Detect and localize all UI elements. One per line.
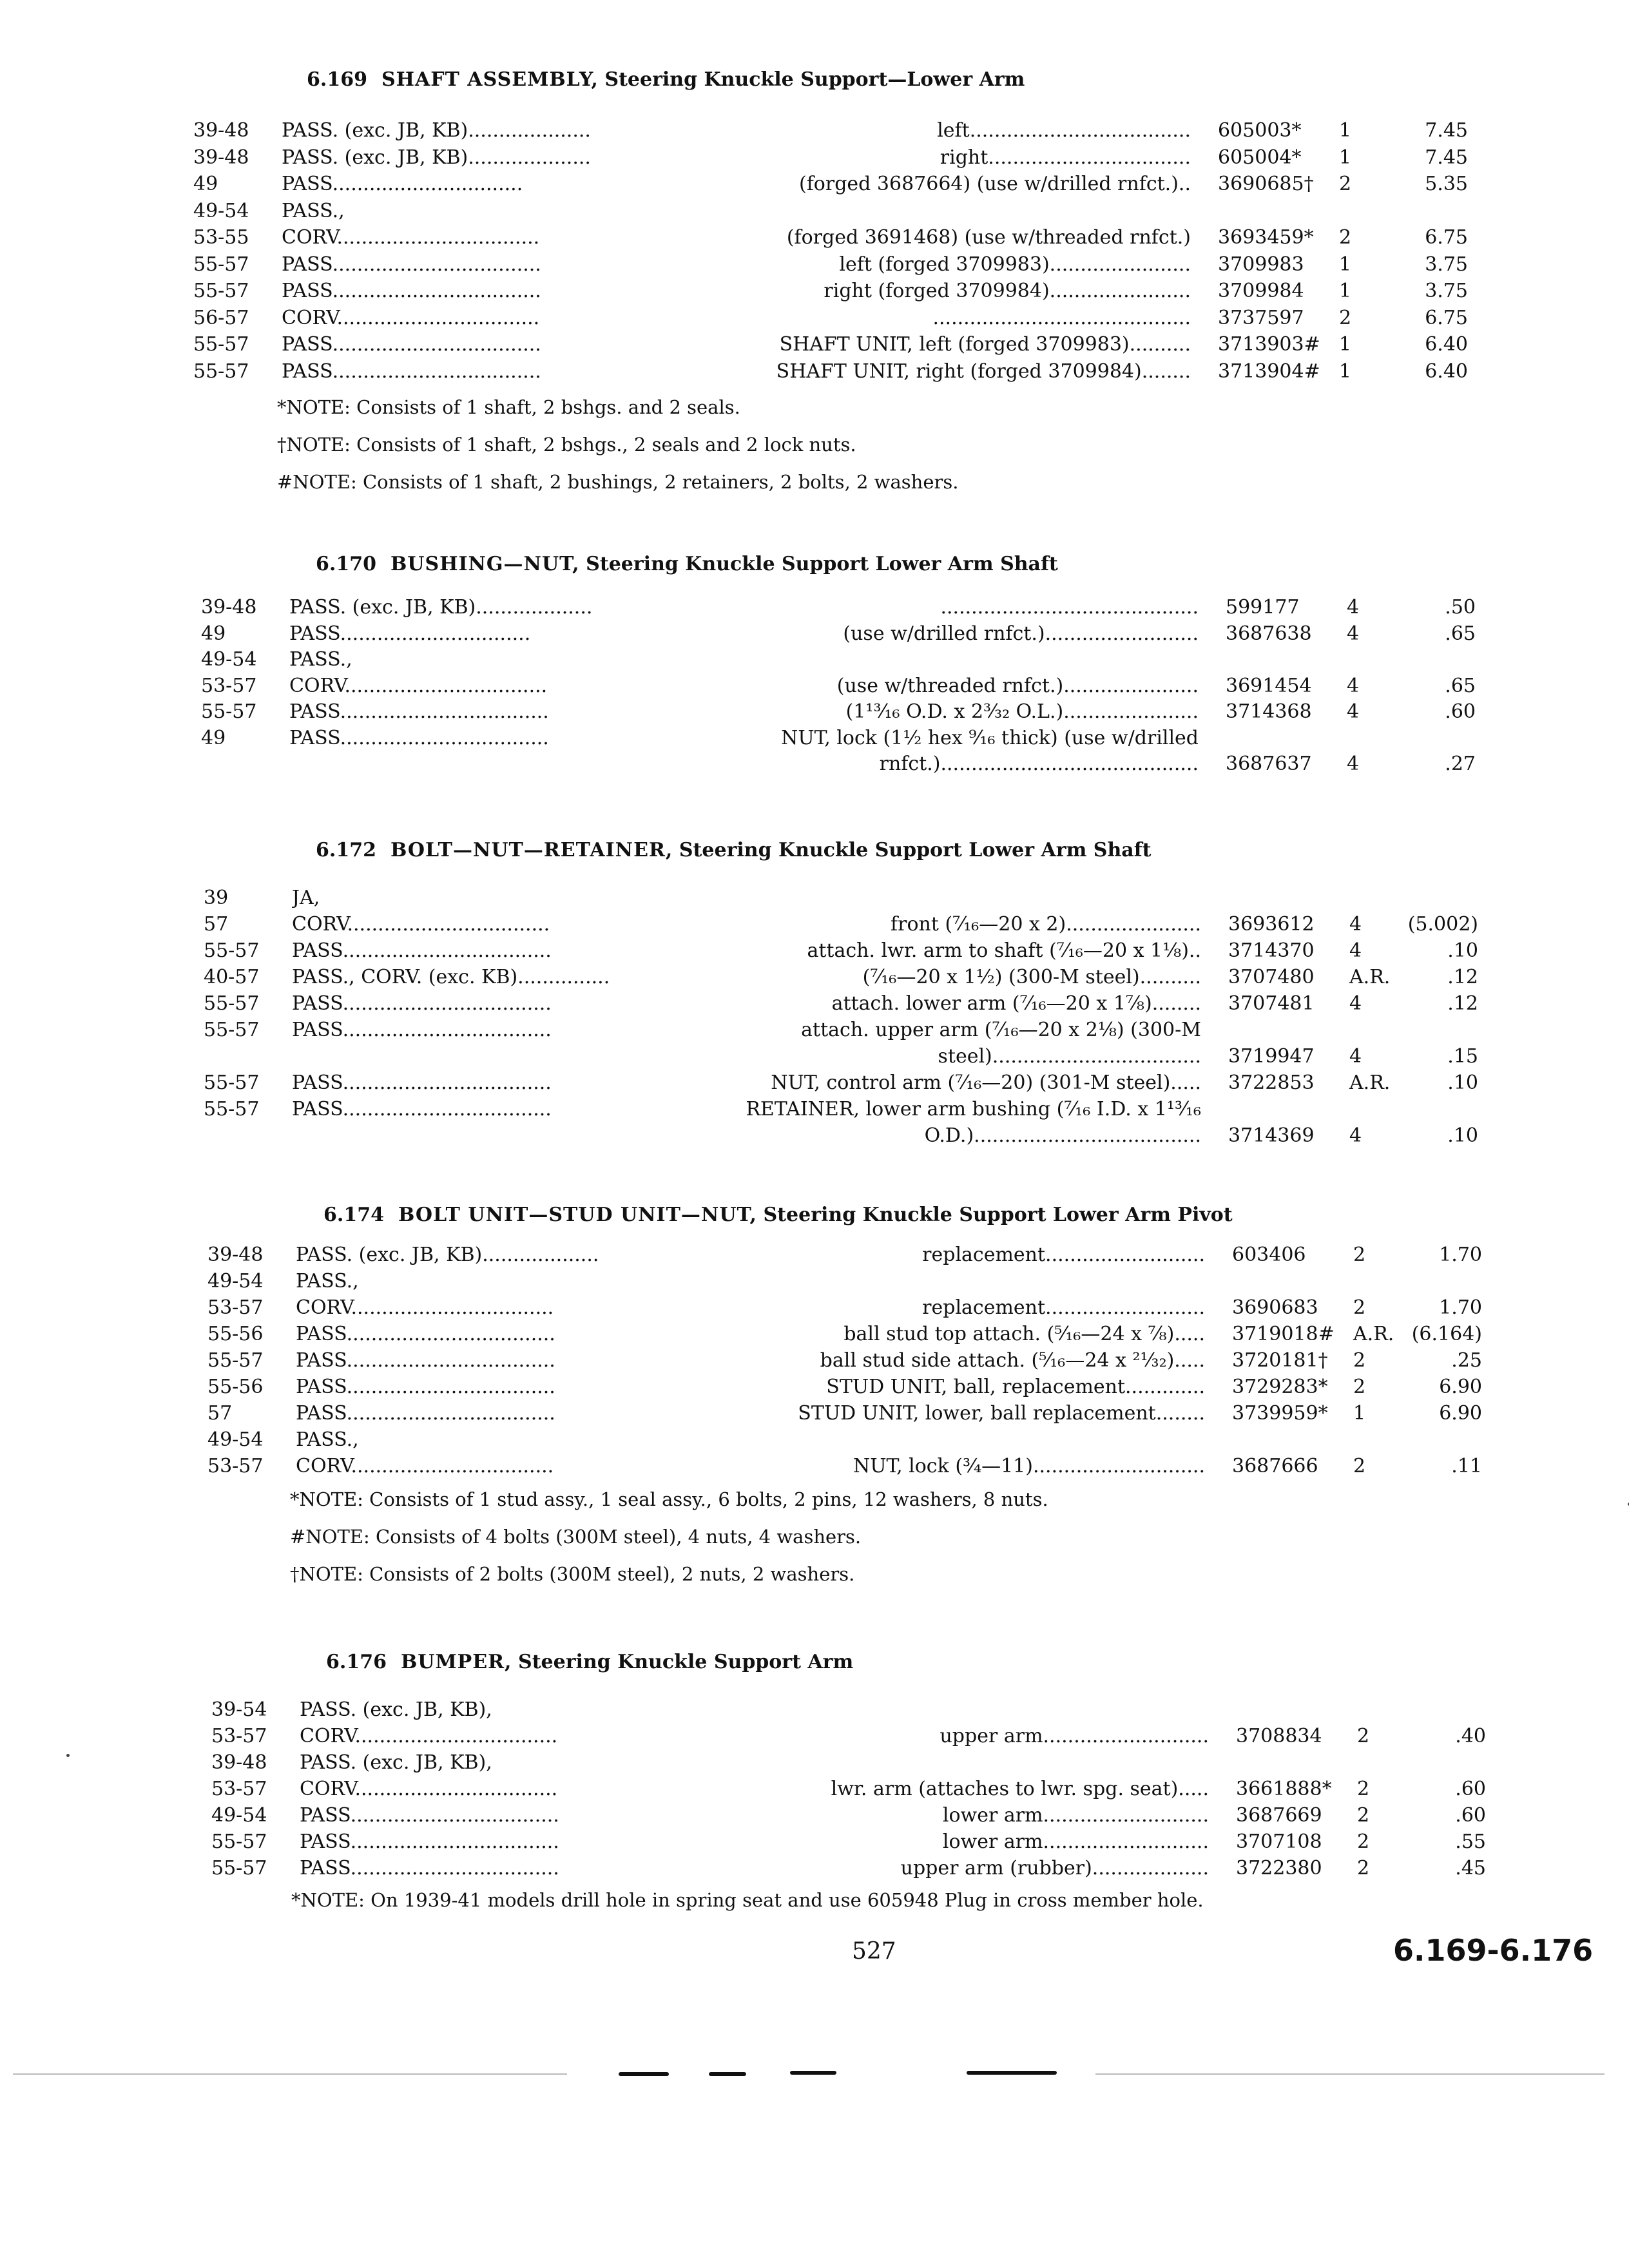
- year-range: 55-57: [193, 253, 249, 276]
- description-cell: ..........................................: [932, 307, 1191, 329]
- parts-row: [0, 913, 1629, 939]
- part-number: 3661888*: [1236, 1778, 1332, 1800]
- model-cell: PASS. (exc. JB, KB)...................: [296, 1244, 599, 1266]
- description-cell: attach. lwr. arm to shaft (⁷⁄₁₆—20 x 1⅛)..: [807, 939, 1201, 962]
- model-cell: PASS.,: [282, 200, 345, 222]
- year-range: 49-54: [201, 648, 257, 671]
- year-range: 53-57: [207, 1296, 264, 1319]
- price: .45: [1455, 1857, 1486, 1879]
- quantity: A.R.: [1349, 966, 1391, 988]
- year-range: 55-57: [211, 1857, 267, 1879]
- quantity: 1: [1339, 146, 1352, 169]
- part-number: 3714370: [1228, 939, 1315, 962]
- year-range: 55-57: [193, 360, 249, 383]
- price: .55: [1455, 1831, 1486, 1853]
- quantity: 2: [1339, 173, 1352, 195]
- quantity: 2: [1357, 1857, 1370, 1879]
- part-number: 3719947: [1228, 1045, 1315, 1068]
- model-cell: PASS..................................: [296, 1323, 555, 1345]
- quantity: 4: [1347, 700, 1360, 723]
- part-number: 3719018#: [1232, 1323, 1335, 1345]
- year-range: 55-57: [207, 1349, 264, 1372]
- model-cell: PASS.,: [296, 1270, 359, 1293]
- section-title: [326, 1651, 853, 1673]
- description-cell: O.D.).....................................: [924, 1124, 1201, 1147]
- scan-speck: [66, 1754, 70, 1757]
- model-cell: PASS..................................: [300, 1831, 559, 1853]
- year-range: 55-56: [207, 1323, 264, 1345]
- footnote: *NOTE: On 1939-41 models drill hole in spring seat and use 605948 Plug in cross member hole.: [291, 1889, 1204, 1911]
- parts-row: [0, 1804, 1629, 1830]
- scan-mark: [709, 2072, 746, 2076]
- description-cell: replacement..........................: [922, 1296, 1205, 1319]
- price: .10: [1447, 1072, 1478, 1094]
- quantity: 1: [1339, 253, 1352, 276]
- model-cell: CORV.................................: [300, 1778, 558, 1800]
- description-cell: SHAFT UNIT, left (forged 3709983)..........: [779, 333, 1191, 356]
- quantity: 4: [1347, 753, 1360, 775]
- model-cell: PASS..................................: [300, 1857, 559, 1879]
- description-cell: left (forged 3709983).......................: [839, 253, 1191, 276]
- model-cell: PASS..................................: [296, 1349, 555, 1372]
- description-cell: left....................................: [937, 119, 1191, 142]
- year-range: 55-57: [204, 1072, 260, 1094]
- year-range: 40-57: [204, 966, 260, 988]
- description-cell: rnfct.)..........................................: [879, 753, 1199, 775]
- part-number: 3739959*: [1232, 1402, 1328, 1425]
- price: .25: [1451, 1349, 1482, 1372]
- quantity: 2: [1357, 1778, 1370, 1800]
- year-range: 53-57: [201, 675, 257, 697]
- parts-row: [0, 119, 1629, 145]
- parts-row: [0, 1831, 1629, 1856]
- scan-rule: [13, 2073, 567, 2075]
- description-cell: (forged 3691468) (use w/threaded rnfct.): [786, 226, 1191, 249]
- price: 3.75: [1425, 253, 1468, 276]
- model-cell: PASS..................................: [300, 1804, 559, 1827]
- parts-row: [0, 1376, 1629, 1401]
- parts-row: [0, 173, 1629, 198]
- part-number: 3714369: [1228, 1124, 1315, 1147]
- section-number: 6.170: [316, 553, 376, 575]
- description-cell: lower arm...........................: [942, 1831, 1209, 1853]
- year-range: 39-48: [193, 119, 249, 142]
- part-number: 3713903#: [1218, 333, 1320, 356]
- description-cell: RETAINER, lower arm bushing (⁷⁄₁₆ I.D. x 1¹³⁄₁₆: [746, 1098, 1201, 1120]
- model-cell: PASS. (exc. JB, KB),: [300, 1698, 492, 1721]
- parts-row: [0, 1725, 1629, 1751]
- price: 6.40: [1425, 360, 1468, 383]
- model-cell: PASS.,: [289, 648, 352, 671]
- part-number: 599177: [1226, 596, 1300, 619]
- model-cell: PASS., CORV. (exc. KB)...............: [292, 966, 610, 988]
- quantity: 2: [1353, 1376, 1366, 1398]
- year-range: 53-57: [211, 1778, 267, 1800]
- quantity: 2: [1339, 307, 1352, 329]
- model-cell: PASS. (exc. JB, KB)....................: [282, 119, 591, 142]
- model-cell: PASS. (exc. JB, KB),: [300, 1751, 492, 1774]
- scan-mark: [619, 2072, 669, 2076]
- price: .11: [1451, 1455, 1482, 1477]
- part-number: 3720181†: [1232, 1349, 1328, 1372]
- description-cell: steel)..................................: [938, 1045, 1201, 1068]
- section-number: 6.176: [326, 1651, 387, 1673]
- model-cell: PASS...............................: [282, 173, 523, 195]
- price: .60: [1455, 1804, 1486, 1827]
- parts-row: [0, 200, 1629, 226]
- model-cell: PASS...............................: [289, 622, 531, 645]
- part-number: 3709983: [1218, 253, 1304, 276]
- part-number: 3693612: [1228, 913, 1315, 936]
- model-cell: PASS..................................: [292, 992, 552, 1015]
- model-cell: PASS.,: [296, 1428, 359, 1451]
- part-number: 3691454: [1226, 675, 1312, 697]
- section-number: 6.174: [323, 1204, 384, 1226]
- quantity: 1: [1339, 333, 1352, 356]
- price: .10: [1447, 1124, 1478, 1147]
- model-cell: CORV.................................: [292, 913, 550, 936]
- quantity: A.R.: [1353, 1323, 1394, 1345]
- parts-row: [0, 280, 1629, 305]
- section-main-title: BUSHING—NUT,: [390, 553, 580, 575]
- parts-row: [0, 727, 1629, 753]
- year-range: 57: [204, 913, 229, 936]
- model-cell: PASS. (exc. JB, KB)....................: [282, 146, 591, 169]
- parts-row: [0, 1296, 1629, 1322]
- year-range: 56-57: [193, 307, 249, 329]
- section-subtitle: Steering Knuckle Support Lower Arm Pivot: [763, 1204, 1233, 1226]
- year-range: 39: [204, 887, 229, 909]
- part-number: 605004*: [1218, 146, 1302, 169]
- model-cell: PASS..................................: [296, 1402, 555, 1425]
- part-number: 3729283*: [1232, 1376, 1328, 1398]
- description-cell: right.................................: [940, 146, 1191, 169]
- description-cell: front (⁷⁄₁₆—20 x 2)......................: [891, 913, 1201, 936]
- description-cell: upper arm...........................: [940, 1725, 1209, 1747]
- quantity: 2: [1353, 1244, 1366, 1266]
- parts-row: [0, 1019, 1629, 1044]
- price: .40: [1455, 1725, 1486, 1747]
- year-range: 53-57: [211, 1725, 267, 1747]
- price: .65: [1445, 675, 1476, 697]
- description-cell: (⁷⁄₁₆—20 x 1½) (300-M steel)..........: [862, 966, 1201, 988]
- year-range: 55-57: [193, 280, 249, 302]
- section-main-title: BOLT—NUT—RETAINER,: [390, 839, 673, 861]
- model-cell: PASS..................................: [289, 727, 549, 749]
- part-number: 605003*: [1218, 119, 1302, 142]
- description-cell: STUD UNIT, ball, replacement.............: [826, 1376, 1205, 1398]
- parts-row: [0, 226, 1629, 252]
- parts-row: [0, 887, 1629, 912]
- quantity: 4: [1349, 1124, 1362, 1147]
- parts-row: [0, 146, 1629, 172]
- scan-mark: [790, 2071, 836, 2075]
- model-cell: PASS..................................: [292, 1072, 552, 1094]
- section-subtitle: Steering Knuckle Support Lower Arm Shaft: [679, 839, 1152, 861]
- year-range: 49: [201, 727, 226, 749]
- year-range: 39-48: [193, 146, 249, 169]
- model-cell: CORV.................................: [289, 675, 548, 697]
- year-range: 49: [201, 622, 226, 645]
- description-cell: lower arm...........................: [942, 1804, 1209, 1827]
- price: 6.90: [1439, 1376, 1482, 1398]
- part-number: 3708834: [1236, 1725, 1322, 1747]
- parts-row: [0, 307, 1629, 332]
- part-number: 3713904#: [1218, 360, 1320, 383]
- part-number: 3690683: [1232, 1296, 1318, 1319]
- price: 1.70: [1439, 1244, 1482, 1266]
- footnote: #NOTE: Consists of 1 shaft, 2 bushings, 2 retainers, 2 bolts, 2 washers.: [277, 471, 959, 493]
- parts-row: [0, 1124, 1629, 1150]
- description-cell: attach. upper arm (⁷⁄₁₆—20 x 2⅛) (300-M: [801, 1019, 1201, 1041]
- price: .12: [1447, 966, 1478, 988]
- year-range: 55-56: [207, 1376, 264, 1398]
- model-cell: PASS..................................: [292, 1019, 552, 1041]
- part-number: 3687669: [1236, 1804, 1322, 1827]
- year-range: 39-48: [211, 1751, 267, 1774]
- parts-row: [0, 966, 1629, 992]
- parts-row: [0, 1778, 1629, 1803]
- section-main-title: BOLT UNIT—STUD UNIT—NUT,: [398, 1204, 757, 1226]
- parts-row: [0, 992, 1629, 1018]
- description-cell: NUT, lock (¾—11)............................: [853, 1455, 1205, 1477]
- parts-row: [0, 1045, 1629, 1071]
- quantity: 2: [1353, 1296, 1366, 1319]
- model-cell: CORV.................................: [282, 226, 540, 249]
- footnote: †NOTE: Consists of 1 shaft, 2 bshgs., 2 seals and 2 lock nuts.: [277, 434, 856, 456]
- parts-row: [0, 700, 1629, 726]
- description-cell: ball stud top attach. (⁵⁄₁₆—24 x ⅞).....: [843, 1323, 1205, 1345]
- price: 1.70: [1439, 1296, 1482, 1319]
- quantity: 4: [1349, 939, 1362, 962]
- year-range: 53-57: [207, 1455, 264, 1477]
- section-subtitle: Steering Knuckle Support Lower Arm Shaft: [586, 553, 1058, 575]
- model-cell: CORV.................................: [300, 1725, 558, 1747]
- quantity: 2: [1339, 226, 1352, 249]
- parts-row: [0, 1428, 1629, 1454]
- model-cell: CORV.................................: [296, 1296, 554, 1319]
- part-number: 3707108: [1236, 1831, 1322, 1853]
- description-cell: NUT, lock (1½ hex ⁹⁄₁₆ thick) (use w/drilled: [781, 727, 1199, 749]
- part-number: 3709984: [1218, 280, 1304, 302]
- quantity: 4: [1347, 596, 1360, 619]
- part-number: 3687638: [1226, 622, 1312, 645]
- parts-row: [0, 1455, 1629, 1481]
- parts-row: [0, 753, 1629, 778]
- part-number: 3722853: [1228, 1072, 1315, 1094]
- section-number: 6.169: [307, 68, 367, 91]
- description-cell: (use w/drilled rnfct.).........................: [843, 622, 1199, 645]
- quantity: 4: [1349, 913, 1362, 936]
- part-number: 3722380: [1236, 1857, 1322, 1879]
- parts-row: [0, 648, 1629, 674]
- year-range: 49-54: [207, 1428, 264, 1451]
- price: 3.75: [1425, 280, 1468, 302]
- model-cell: PASS..................................: [292, 1098, 552, 1120]
- price: .10: [1447, 939, 1478, 962]
- parts-row: [0, 1270, 1629, 1296]
- parts-row: [0, 1751, 1629, 1777]
- parts-row: [0, 675, 1629, 700]
- year-range: 49-54: [211, 1804, 267, 1827]
- description-cell: right (forged 3709984).......................: [824, 280, 1191, 302]
- description-cell: (use w/threaded rnfct.)......................: [836, 675, 1199, 697]
- year-range: 55-57: [204, 939, 260, 962]
- page-number: 527: [852, 1938, 896, 1965]
- year-range: 55-57: [201, 700, 257, 723]
- footnote: *NOTE: Consists of 1 shaft, 2 bshgs. and 2 seals.: [277, 396, 740, 418]
- part-number: 603406: [1232, 1244, 1306, 1266]
- parts-row: [0, 1349, 1629, 1375]
- model-cell: PASS..................................: [282, 253, 541, 276]
- price: .50: [1445, 596, 1476, 619]
- price: .65: [1445, 622, 1476, 645]
- model-cell: PASS..................................: [282, 360, 541, 383]
- section-number: 6.172: [316, 839, 376, 861]
- description-cell: NUT, control arm (⁷⁄₁₆—20) (301-M steel).....: [771, 1072, 1201, 1094]
- model-cell: CORV.................................: [296, 1455, 554, 1477]
- year-range: 55-57: [193, 333, 249, 356]
- description-cell: SHAFT UNIT, right (forged 3709984)........: [776, 360, 1191, 383]
- section-range: 6.169-6.176: [1393, 1933, 1594, 1968]
- year-range: 39-48: [201, 596, 257, 619]
- price: (6.164): [1411, 1323, 1482, 1345]
- quantity: 4: [1349, 1045, 1362, 1068]
- price: 6.40: [1425, 333, 1468, 356]
- quantity: 2: [1353, 1349, 1366, 1372]
- model-cell: CORV.................................: [282, 307, 540, 329]
- price: .60: [1455, 1778, 1486, 1800]
- year-range: 49-54: [193, 200, 249, 222]
- model-cell: PASS..................................: [292, 939, 552, 962]
- price: 7.45: [1425, 119, 1468, 142]
- year-range: 57: [207, 1402, 233, 1425]
- description-cell: replacement..........................: [922, 1244, 1205, 1266]
- quantity: 4: [1347, 622, 1360, 645]
- price: .60: [1445, 700, 1476, 723]
- description-cell: ..........................................: [940, 596, 1199, 619]
- price: 6.75: [1425, 226, 1468, 249]
- price: 5.35: [1425, 173, 1468, 195]
- description-cell: STUD UNIT, lower, ball replacement........: [798, 1402, 1205, 1425]
- quantity: 2: [1357, 1831, 1370, 1853]
- part-number: 3690685†: [1218, 173, 1314, 195]
- part-number: 3737597: [1218, 307, 1304, 329]
- parts-row: [0, 360, 1629, 386]
- parts-row: [0, 333, 1629, 359]
- parts-row: [0, 596, 1629, 622]
- section-title: [323, 1204, 1233, 1226]
- year-range: 55-57: [211, 1831, 267, 1853]
- description-cell: (forged 3687664) (use w/drilled rnfct.)..: [798, 173, 1191, 195]
- parts-row: [0, 1857, 1629, 1883]
- year-range: 55-57: [204, 992, 260, 1015]
- model-cell: PASS..................................: [282, 280, 541, 302]
- description-cell: upper arm (rubber)...................: [900, 1857, 1209, 1879]
- description-cell: lwr. arm (attaches to lwr. spg. seat).....: [831, 1778, 1209, 1800]
- quantity: 1: [1339, 360, 1352, 383]
- quantity: 2: [1357, 1804, 1370, 1827]
- quantity: 1: [1339, 119, 1352, 142]
- year-range: 55-57: [204, 1098, 260, 1120]
- price: 6.75: [1425, 307, 1468, 329]
- part-number: 3707480: [1228, 966, 1315, 988]
- part-number: 3687666: [1232, 1455, 1318, 1477]
- part-number: 3714368: [1226, 700, 1312, 723]
- price: (5.002): [1407, 913, 1478, 936]
- section-title: [316, 839, 1151, 861]
- footnote: †NOTE: Consists of 2 bolts (300M steel), 2 nuts, 2 washers.: [290, 1563, 855, 1585]
- price: .15: [1447, 1045, 1478, 1068]
- year-range: 55-57: [204, 1019, 260, 1041]
- quantity: 1: [1339, 280, 1352, 302]
- model-cell: PASS..................................: [296, 1376, 555, 1398]
- scan-rule: [1095, 2073, 1605, 2075]
- scan-mark: [967, 2071, 1057, 2075]
- year-range: 53-55: [193, 226, 249, 249]
- quantity: 2: [1357, 1725, 1370, 1747]
- footnote: #NOTE: Consists of 4 bolts (300M steel), 4 nuts, 4 washers.: [290, 1526, 862, 1548]
- price: .12: [1447, 992, 1478, 1015]
- year-range: 49-54: [207, 1270, 264, 1293]
- parts-row: [0, 939, 1629, 965]
- section-title: [316, 553, 1058, 575]
- section-main-title: SHAFT ASSEMBLY,: [381, 68, 599, 91]
- section-title: [307, 68, 1025, 91]
- model-cell: JA,: [292, 887, 320, 909]
- year-range: 49: [193, 173, 218, 195]
- parts-row: [0, 1402, 1629, 1428]
- description-cell: (1¹³⁄₁₆ O.D. x 2³⁄₃₂ O.L.)......................: [845, 700, 1199, 723]
- section-subtitle: Steering Knuckle Support—Lower Arm: [604, 68, 1025, 91]
- quantity: 4: [1347, 675, 1360, 697]
- price: .27: [1445, 753, 1476, 775]
- quantity: 2: [1353, 1455, 1366, 1477]
- price: 7.45: [1425, 146, 1468, 169]
- quantity: 1: [1353, 1402, 1366, 1425]
- year-range: 39-54: [211, 1698, 267, 1721]
- price: 6.90: [1439, 1402, 1482, 1425]
- model-cell: PASS..................................: [289, 700, 549, 723]
- part-number: 3687637: [1226, 753, 1312, 775]
- model-cell: PASS..................................: [282, 333, 541, 356]
- quantity: 4: [1349, 992, 1362, 1015]
- parts-row: [0, 622, 1629, 648]
- section-main-title: BUMPER,: [400, 1651, 512, 1673]
- parts-row: [0, 1098, 1629, 1124]
- description-cell: attach. lower arm (⁷⁄₁₆—20 x 1⅞)........: [831, 992, 1201, 1015]
- section-subtitle: Steering Knuckle Support Arm: [518, 1651, 854, 1673]
- parts-row: [0, 1698, 1629, 1724]
- parts-row: [0, 1323, 1629, 1349]
- parts-row: [0, 253, 1629, 279]
- part-number: 3707481: [1228, 992, 1315, 1015]
- footnote: *NOTE: Consists of 1 stud assy., 1 seal assy., 6 bolts, 2 pins, 12 washers, 8 nuts.: [290, 1488, 1048, 1510]
- part-number: 3693459*: [1218, 226, 1314, 249]
- parts-row: [0, 1072, 1629, 1097]
- model-cell: PASS. (exc. JB, KB)...................: [289, 596, 593, 619]
- year-range: 39-48: [207, 1244, 264, 1266]
- description-cell: ball stud side attach. (⁵⁄₁₆—24 x ²¹⁄₃₂).....: [820, 1349, 1205, 1372]
- parts-row: [0, 1244, 1629, 1269]
- quantity: A.R.: [1349, 1072, 1391, 1094]
